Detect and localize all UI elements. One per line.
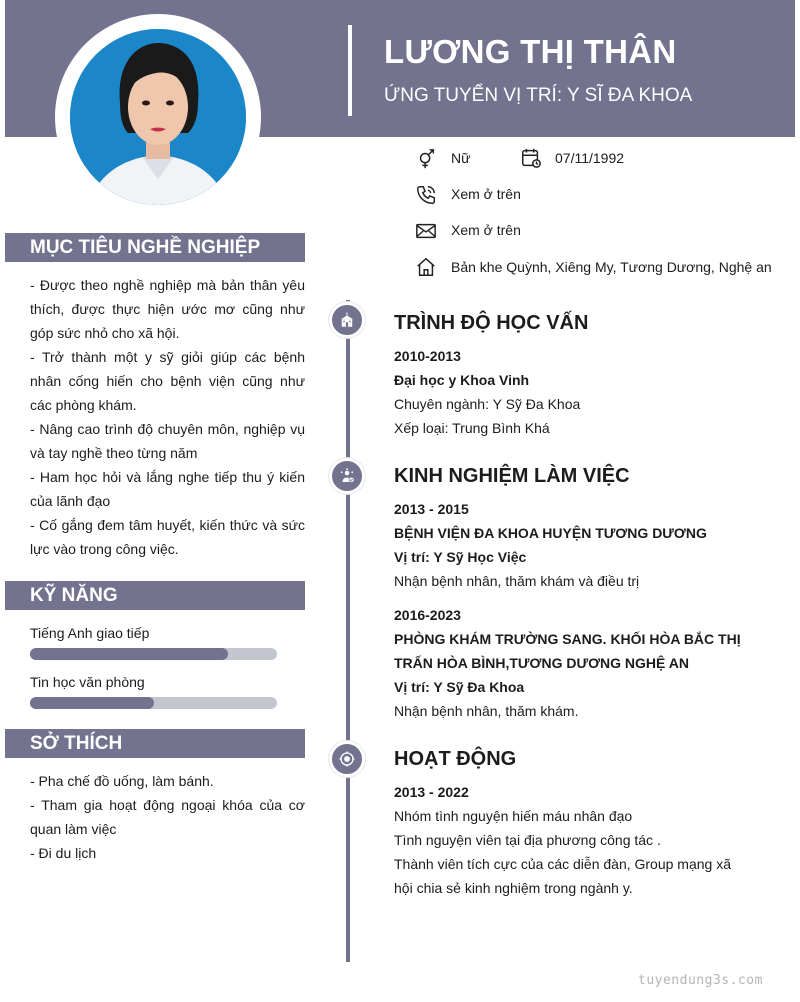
home-icon: [415, 256, 437, 278]
skill-name: Tin học văn phòng: [30, 674, 145, 690]
job-description: Nhận bệnh nhân, thăm khám và điều trị: [394, 573, 640, 589]
objective-item: - Được theo nghề nghiệp mà bản thân yêu thích, được thực hiện ước mơ cũng như góp sức nhỏ cho xã hội.: [30, 277, 305, 341]
header-divider: [348, 25, 352, 116]
gender-value: Nữ: [451, 150, 471, 166]
watermark: tuyendung3s.com: [638, 973, 763, 988]
hobby-item: - Đi du lịch: [30, 845, 97, 861]
job-description: Nhận bệnh nhân, thăm khám.: [394, 703, 579, 719]
hobby-item: - Tham gia hoạt động ngoại khóa của cơ quan làm việc: [30, 797, 305, 837]
skill-bar-fill: [30, 697, 154, 709]
email-value: Xem ở trên: [451, 222, 521, 238]
hobbies-title: SỞ THÍCH: [30, 733, 123, 754]
job-period: 2016-2023: [394, 607, 461, 623]
job-company: BỆNH VIỆN ĐA KHOA HUYỆN TƯƠNG DƯƠNG: [394, 525, 707, 541]
portrait-image: [70, 29, 246, 205]
calendar-icon: [520, 147, 542, 169]
job-period: 2013 - 2015: [394, 501, 469, 517]
activity-line: Thành viên tích cực của các diễn đàn, Group mạng xã: [394, 856, 732, 872]
hobby-item: - Pha chế đồ uống, làm bánh.: [30, 773, 214, 789]
education-major: Chuyên ngành: Y Sỹ Đa Khoa: [394, 396, 581, 412]
mail-icon: [415, 220, 437, 242]
objective-item: - Ham học hỏi và lắng nghe tiếp thu ý kiến của lãnh đạo: [30, 469, 305, 509]
objective-item: - Nâng cao trình độ chuyên môn, nghiệp vụ và tay nghề theo từng năm: [30, 421, 305, 461]
hobbies-header: [5, 729, 305, 758]
phone-icon: [415, 184, 437, 206]
hobbies-text: [30, 769, 305, 865]
experience-title: KINH NGHIỆM LÀM VIỆC: [394, 465, 630, 487]
education-grade: Xếp loại: Trung Bình Khá: [394, 420, 550, 436]
job-company: PHÒNG KHÁM TRƯỜNG SANG. KHỐI HÒA BẮC THỊ: [394, 631, 741, 647]
skills-header: [5, 581, 305, 610]
skill-bar-track: [30, 648, 277, 660]
phone-value: Xem ở trên: [451, 186, 521, 202]
objective-text: [30, 273, 305, 561]
objective-title: MỤC TIÊU NGHỀ NGHIỆP: [30, 237, 261, 258]
candidate-name: LƯƠNG THỊ THÂN: [384, 33, 677, 70]
objective-header: [5, 233, 305, 262]
job-company: TRẤN HÒA BÌNH,TƯƠNG DƯƠNG NGHỆ AN: [394, 655, 689, 671]
skill-name: Tiếng Anh giao tiếp: [30, 625, 150, 641]
job-role: Vị trí: Y Sỹ Đa Khoa: [394, 679, 525, 695]
gender-icon: [415, 148, 437, 170]
birthday-value: 07/11/1992: [555, 150, 625, 166]
activity-icon: [329, 741, 365, 777]
objective-item: - Trở thành một y sỹ giỏi giúp các bệnh nhân cống hiến cho bệnh viện cũng như các phòng khám.: [30, 349, 305, 413]
team-icon: [329, 458, 365, 494]
activity-line: Nhóm tình nguyện hiến máu nhân đạo: [394, 808, 633, 824]
activities-period: 2013 - 2022: [394, 784, 469, 800]
job-role: Vị trí: Y Sỹ Học Việc: [394, 549, 527, 565]
education-school: Đại học y Khoa Vinh: [394, 372, 530, 388]
skill-bar-fill: [30, 648, 228, 660]
education-period: 2010-2013: [394, 348, 461, 364]
skills-title: KỸ NĂNG: [30, 585, 118, 606]
education-title: TRÌNH ĐỘ HỌC VẤN: [394, 312, 589, 334]
school-icon: [329, 302, 365, 338]
applied-position: ỨNG TUYỂN VỊ TRÍ: Y SĨ ĐA KHOA: [384, 85, 693, 106]
skill-bar-track: [30, 697, 277, 709]
address-value: Bản khe Quỳnh, Xiêng My, Tương Dương, Nghệ an: [451, 259, 772, 275]
activities-title: HOẠT ĐỘNG: [394, 748, 517, 770]
objective-item: - Cố gắng đem tâm huyết, kiến thức và sức lực vào trong công việc.: [30, 517, 305, 557]
activity-line: hội chia sẻ kinh nghiệm trong ngành y.: [394, 880, 633, 896]
activity-line: Tình nguyện viên tại địa phương công tác .: [394, 832, 661, 848]
timeline-line: [346, 300, 350, 962]
avatar: [70, 29, 246, 205]
